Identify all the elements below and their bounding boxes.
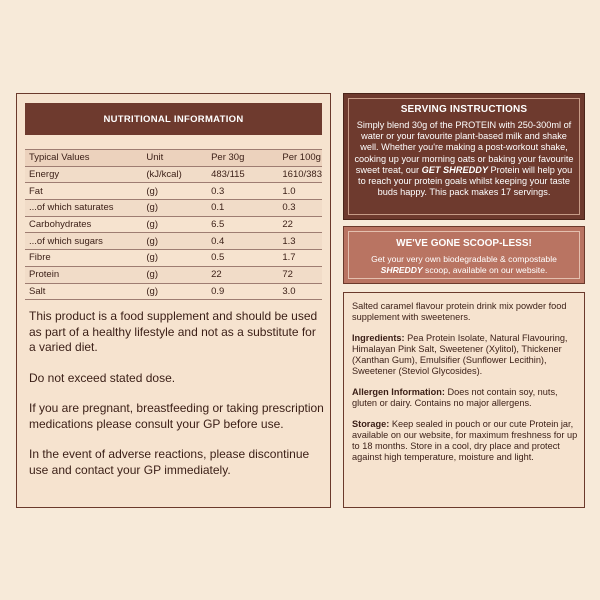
row-label: Salt	[25, 283, 142, 300]
row-label: Energy	[25, 166, 142, 183]
serving-brand: GET SHREDDY	[421, 164, 488, 175]
storage-paragraph	[352, 419, 578, 463]
row-unit: (kJ/kcal)	[142, 166, 207, 183]
allergen-paragraph	[352, 387, 578, 409]
storage-label: Storage:	[352, 419, 390, 429]
row-unit: (g)	[142, 216, 207, 233]
allergen-label: Allergen Information:	[352, 387, 445, 397]
row-per-30g: 0.9	[207, 283, 278, 300]
product-description: Salted caramel flavour protein drink mix powder food supplement with sweeteners.	[352, 301, 567, 322]
disclaimer-text	[29, 309, 324, 493]
header-typical-values: Typical Values	[25, 150, 142, 167]
row-per-30g: 483/115	[207, 166, 278, 183]
serving-inner-border	[348, 98, 580, 215]
table-row	[25, 233, 322, 250]
header-per-30g: Per 30g	[207, 150, 278, 167]
scoop-brand: SHREDDY	[380, 265, 423, 275]
scoop-title: WE'VE GONE SCOOP-LESS!	[396, 238, 532, 249]
table-header-row	[25, 150, 322, 167]
row-unit: (g)	[142, 266, 207, 283]
row-per-30g: 22	[207, 266, 278, 283]
scoop-text	[349, 254, 579, 276]
table-row	[25, 283, 322, 300]
ingredients-paragraph	[352, 333, 578, 377]
row-unit: (g)	[142, 283, 207, 300]
table-row	[25, 250, 322, 267]
storage-text: Keep sealed in pouch or our cute Protein jar, available on our website, for maximum freshness for up to 18 months. Store in a cool, dry place and protect against high temperature, moisture and light.	[352, 419, 578, 462]
scoopless-box	[343, 226, 585, 284]
row-per-100g: 1.3	[278, 233, 322, 250]
ingredients-label: Ingredients:	[352, 333, 405, 343]
row-per-30g: 0.3	[207, 183, 278, 200]
nutrition-table	[25, 149, 322, 300]
serving-instructions-box	[343, 93, 585, 220]
scoop-text-part: scoop, available on our website.	[422, 265, 548, 275]
row-label: Fat	[25, 183, 142, 200]
row-unit: (g)	[142, 183, 207, 200]
row-label: Fibre	[25, 250, 142, 267]
scoop-text-part: Get your very own biodegradable & compostable	[371, 254, 557, 264]
row-per-100g: 22	[278, 216, 322, 233]
serving-text-part: Simply blend 30g of the PROTEIN with 250-300ml of water or your favourite plant-based milk and shake well. Whether you're making a post-workout shake, cooking up your morning oats or baking your favourite sweet treat, our	[354, 120, 574, 175]
table-row	[25, 200, 322, 217]
header-unit: Unit	[142, 150, 207, 167]
scoop-inner-border	[348, 231, 580, 279]
row-per-100g: 3.0	[278, 283, 322, 300]
row-per-100g: 1.7	[278, 250, 322, 267]
disclaimer-paragraph: In the event of adverse reactions, please discontinue use and contact your GP immediately.	[29, 447, 310, 477]
serving-text	[349, 120, 579, 198]
product-info-text	[352, 301, 578, 473]
row-per-30g: 0.4	[207, 233, 278, 250]
row-per-30g: 6.5	[207, 216, 278, 233]
disclaimer-paragraph: Do not exceed stated dose.	[29, 370, 176, 385]
row-per-100g: 1610/383	[278, 166, 322, 183]
nutrition-title: NUTRITIONAL INFORMATION	[25, 103, 322, 135]
row-unit: (g)	[142, 233, 207, 250]
serving-text-part: Protein will help you to reach your protein goals whilst keeping your taste buds happy. This pack makes 17 servings.	[358, 164, 573, 198]
header-per-100g: Per 100g	[278, 150, 322, 167]
row-label: Protein	[25, 266, 142, 283]
row-per-30g: 0.1	[207, 200, 278, 217]
row-unit: (g)	[142, 250, 207, 267]
serving-title: SERVING INSTRUCTIONS	[400, 104, 528, 115]
disclaimer-paragraph: This product is a food supplement and should be used as part of a healthy lifestyle and not as a substitute for a varied diet.	[29, 309, 318, 354]
row-per-100g: 1.0	[278, 183, 322, 200]
allergen-text: Does not contain soy, nuts, gluten or dairy. Contains no major allergens.	[352, 387, 558, 408]
row-label: ...of which sugars	[25, 233, 142, 250]
row-per-100g: 72	[278, 266, 322, 283]
row-per-100g: 0.3	[278, 200, 322, 217]
row-label: ...of which saturates	[25, 200, 142, 217]
table-row	[25, 216, 322, 233]
table-row	[25, 266, 322, 283]
row-per-30g: 0.5	[207, 250, 278, 267]
ingredients-text: Pea Protein Isolate, Natural Flavouring, Himalayan Pink Salt, Sweetener (Xylitol), Thickener (Xanthan Gum), Emulsifier (Sunflower Lecithin), Sweetener (Steviol Glycosides).	[352, 333, 568, 376]
row-label: Carbohydrates	[25, 216, 142, 233]
nutrition-panel	[16, 93, 331, 508]
row-unit: (g)	[142, 200, 207, 217]
product-info-panel	[343, 292, 585, 508]
disclaimer-paragraph: If you are pregnant, breastfeeding or taking prescription medications please consult your GP before use.	[29, 401, 324, 431]
table-row	[25, 166, 322, 183]
table-row	[25, 183, 322, 200]
nutrition-rows	[25, 166, 322, 300]
